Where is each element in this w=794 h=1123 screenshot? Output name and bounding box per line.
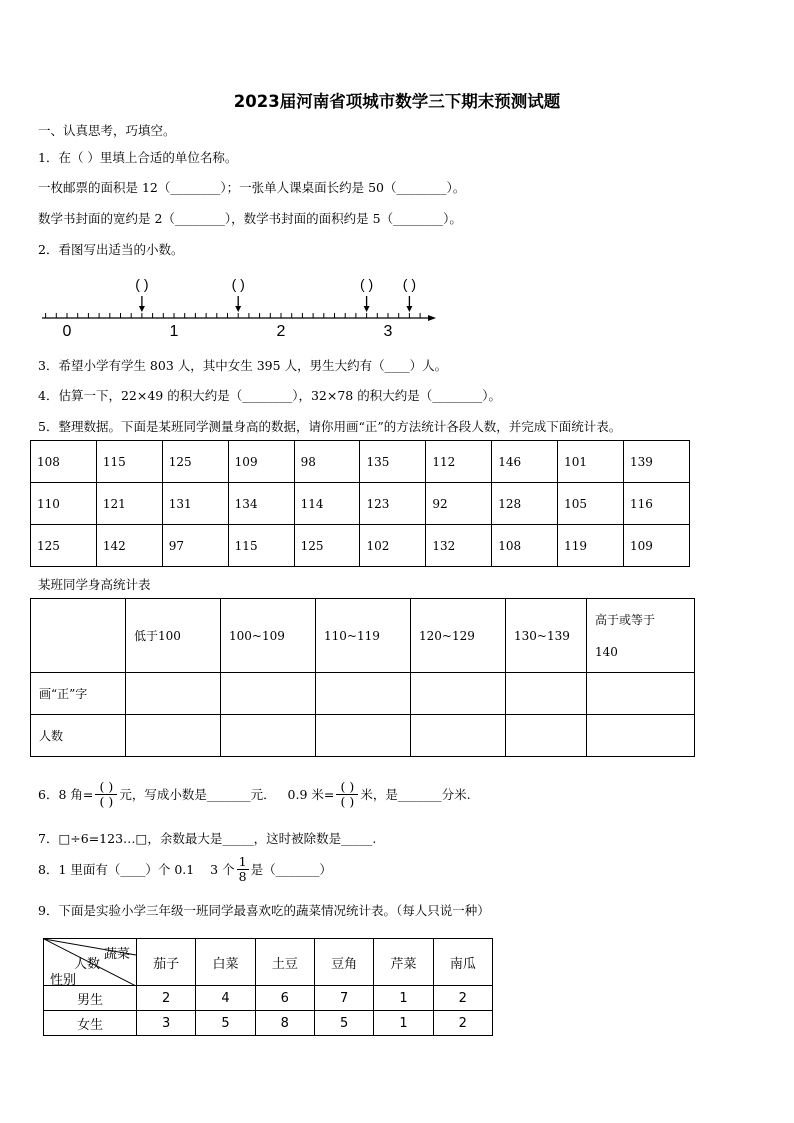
height-cell: 123 — [360, 483, 426, 525]
vegetable-table — [43, 938, 493, 1036]
q6-text-4: 米，是_______分米. — [360, 786, 471, 802]
q6-text-3: 0.9 米= — [287, 786, 335, 802]
row-label-girls: 女生 — [44, 1011, 137, 1036]
q1-line2: 数学书封面的宽约是 2（________），数学书封面的面积约是 5（________）。 — [38, 211, 462, 226]
vegetable-header: 茄子 — [137, 939, 196, 986]
frac-bottom: ( ) — [95, 794, 117, 809]
q5-stem: 5．整理数据。下面是某班同学测量身高的数据，请你用画“正”的方法统计各段人数，并完成下面统计表。 — [38, 419, 622, 434]
stats-header: 130~139 — [506, 599, 587, 673]
height-cell: 108 — [492, 525, 558, 567]
tick-label: 0 — [62, 323, 72, 340]
number-line — [30, 265, 450, 345]
count-cell[interactable] — [411, 715, 506, 757]
q9-stem: 9．下面是实验小学三年级一班同学最喜欢吃的蔬菜情况统计表。（每人只说一种） — [38, 903, 490, 918]
height-cell: 125 — [294, 525, 360, 567]
height-cell: 121 — [96, 483, 162, 525]
q3: 3．希望小学有学生 803 人，其中女生 395 人，男生大约有（____）人。 — [38, 358, 448, 373]
vegetable-header: 豆角 — [314, 939, 373, 986]
stats-table — [30, 598, 695, 757]
count-cell[interactable] — [221, 715, 316, 757]
frac-top: ( ) — [99, 779, 114, 794]
height-cell: 112 — [426, 441, 492, 483]
answer-blank: ( ) — [359, 276, 374, 292]
vegetable-header: 南瓜 — [433, 939, 492, 986]
frac-top: ( ) — [340, 779, 355, 794]
height-cell: 102 — [360, 525, 426, 567]
height-row — [31, 441, 690, 483]
tally-cell[interactable] — [221, 673, 316, 715]
pointer-arrowhead — [235, 306, 241, 312]
row-label-tally: 画“正”字 — [31, 673, 126, 715]
height-cell: 108 — [31, 441, 97, 483]
height-row — [31, 483, 690, 525]
value-cell: 2 — [137, 986, 196, 1011]
height-cell: 115 — [228, 525, 294, 567]
q6 — [38, 780, 471, 809]
tally-cell[interactable] — [506, 673, 587, 715]
q8-text-3: 是（_______） — [250, 861, 332, 877]
height-cell: 105 — [558, 483, 624, 525]
height-cell: 134 — [228, 483, 294, 525]
corner-label-count: 人数 — [74, 957, 101, 972]
axis-arrowhead — [428, 315, 436, 321]
answer-blank: ( ) — [231, 276, 245, 292]
height-cell: 125 — [162, 441, 228, 483]
value-cell: 4 — [196, 986, 255, 1011]
row-label-boys: 男生 — [44, 986, 137, 1011]
vegetable-header: 白菜 — [196, 939, 255, 986]
q8-fraction — [237, 855, 249, 884]
height-cell: 146 — [492, 441, 558, 483]
q7: 7．□÷6=123…□，余数最大是_____，这时被除数是_____. — [38, 831, 377, 846]
tally-cell[interactable] — [316, 673, 411, 715]
q2-stem: 2．看图写出适当的小数。 — [38, 242, 184, 257]
height-cell: 114 — [294, 483, 360, 525]
height-cell: 131 — [162, 483, 228, 525]
q6-fraction-1 — [95, 780, 117, 809]
count-cell[interactable] — [126, 715, 221, 757]
height-cell: 139 — [624, 441, 690, 483]
height-cell: 142 — [96, 525, 162, 567]
stats-header: 110~119 — [316, 599, 411, 673]
q8-text-2: 3 个 — [210, 861, 235, 877]
vegetable-corner-cell — [44, 939, 137, 986]
height-cell: 115 — [96, 441, 162, 483]
height-cell: 116 — [624, 483, 690, 525]
stats-header-line2: 140 — [595, 644, 618, 659]
value-cell: 5 — [314, 1011, 373, 1036]
corner-label-vegetable: 蔬菜 — [104, 947, 131, 962]
q1-line1: 一枚邮票的面积是 12（________）；一张单人课桌面长约是 50（________）。 — [38, 180, 466, 195]
stats-header: 低于100 — [126, 599, 221, 673]
value-cell: 3 — [137, 1011, 196, 1036]
tick-label: 1 — [169, 323, 179, 340]
vegetable-header: 土豆 — [255, 939, 314, 986]
pointer-arrowhead — [139, 306, 145, 312]
count-cell[interactable] — [587, 715, 695, 757]
pointer-arrowhead — [406, 306, 412, 312]
q4: 4．估算一下，22×49 的积大约是（________），32×78 的积大约是（________）。 — [38, 388, 501, 403]
frac-bottom: ( ) — [336, 794, 358, 809]
height-cell: 110 — [31, 483, 97, 525]
value-cell: 7 — [314, 986, 373, 1011]
tick-label: 2 — [276, 323, 286, 340]
stats-header: 120~129 — [411, 599, 506, 673]
height-cell: 128 — [492, 483, 558, 525]
pointer-arrowhead — [364, 306, 370, 312]
corner-label-gender: 性别 — [50, 973, 77, 988]
answer-blank: ( ) — [135, 276, 149, 292]
q6-text-2: 元，写成小数是_______元． — [119, 786, 276, 802]
height-cell: 98 — [294, 441, 360, 483]
height-cell: 135 — [360, 441, 426, 483]
tick-label: 3 — [383, 323, 393, 340]
tally-cell[interactable] — [587, 673, 695, 715]
value-cell: 1 — [374, 1011, 433, 1036]
answer-blank: ( ) — [402, 276, 417, 292]
row-label-count: 人数 — [31, 715, 126, 757]
q8 — [38, 855, 332, 884]
value-cell: 5 — [196, 1011, 255, 1036]
height-cell: 109 — [228, 441, 294, 483]
stats-header: 100~109 — [221, 599, 316, 673]
page-title: 2023届河南省项城市数学三下期末预测试题 — [233, 92, 561, 111]
value-cell: 2 — [433, 1011, 492, 1036]
height-cell: 109 — [624, 525, 690, 567]
tally-cell[interactable] — [411, 673, 506, 715]
height-row — [31, 525, 690, 567]
value-cell: 8 — [255, 1011, 314, 1036]
q6-text-1: 6．8 角= — [38, 786, 94, 802]
stats-corner-cell — [31, 599, 126, 673]
height-cell: 101 — [558, 441, 624, 483]
tally-cell[interactable] — [126, 673, 221, 715]
value-cell: 1 — [374, 986, 433, 1011]
stats-table-title: 某班同学身高统计表 — [38, 577, 151, 592]
height-cell: 92 — [426, 483, 492, 525]
height-cell: 125 — [31, 525, 97, 567]
frac-top: 1 — [238, 854, 247, 869]
height-cell: 132 — [426, 525, 492, 567]
count-cell[interactable] — [506, 715, 587, 757]
q8-text-1: 8．1 里面有（____）个 0.1 — [38, 861, 195, 877]
height-cell: 97 — [162, 525, 228, 567]
section-heading: 一、认真思考，巧填空。 — [38, 123, 176, 138]
stats-header-line1: 高于或等于 — [595, 612, 656, 627]
value-cell: 2 — [433, 986, 492, 1011]
q6-fraction-2 — [336, 780, 358, 809]
count-cell[interactable] — [316, 715, 411, 757]
stats-header-last — [587, 599, 695, 673]
value-cell: 6 — [255, 986, 314, 1011]
frac-bottom: 8 — [237, 869, 249, 884]
vegetable-header: 芹菜 — [374, 939, 433, 986]
height-data-table — [30, 440, 690, 567]
q1-stem: 1．在（ ）里填上合适的单位名称。 — [38, 150, 238, 165]
height-cell: 119 — [558, 525, 624, 567]
